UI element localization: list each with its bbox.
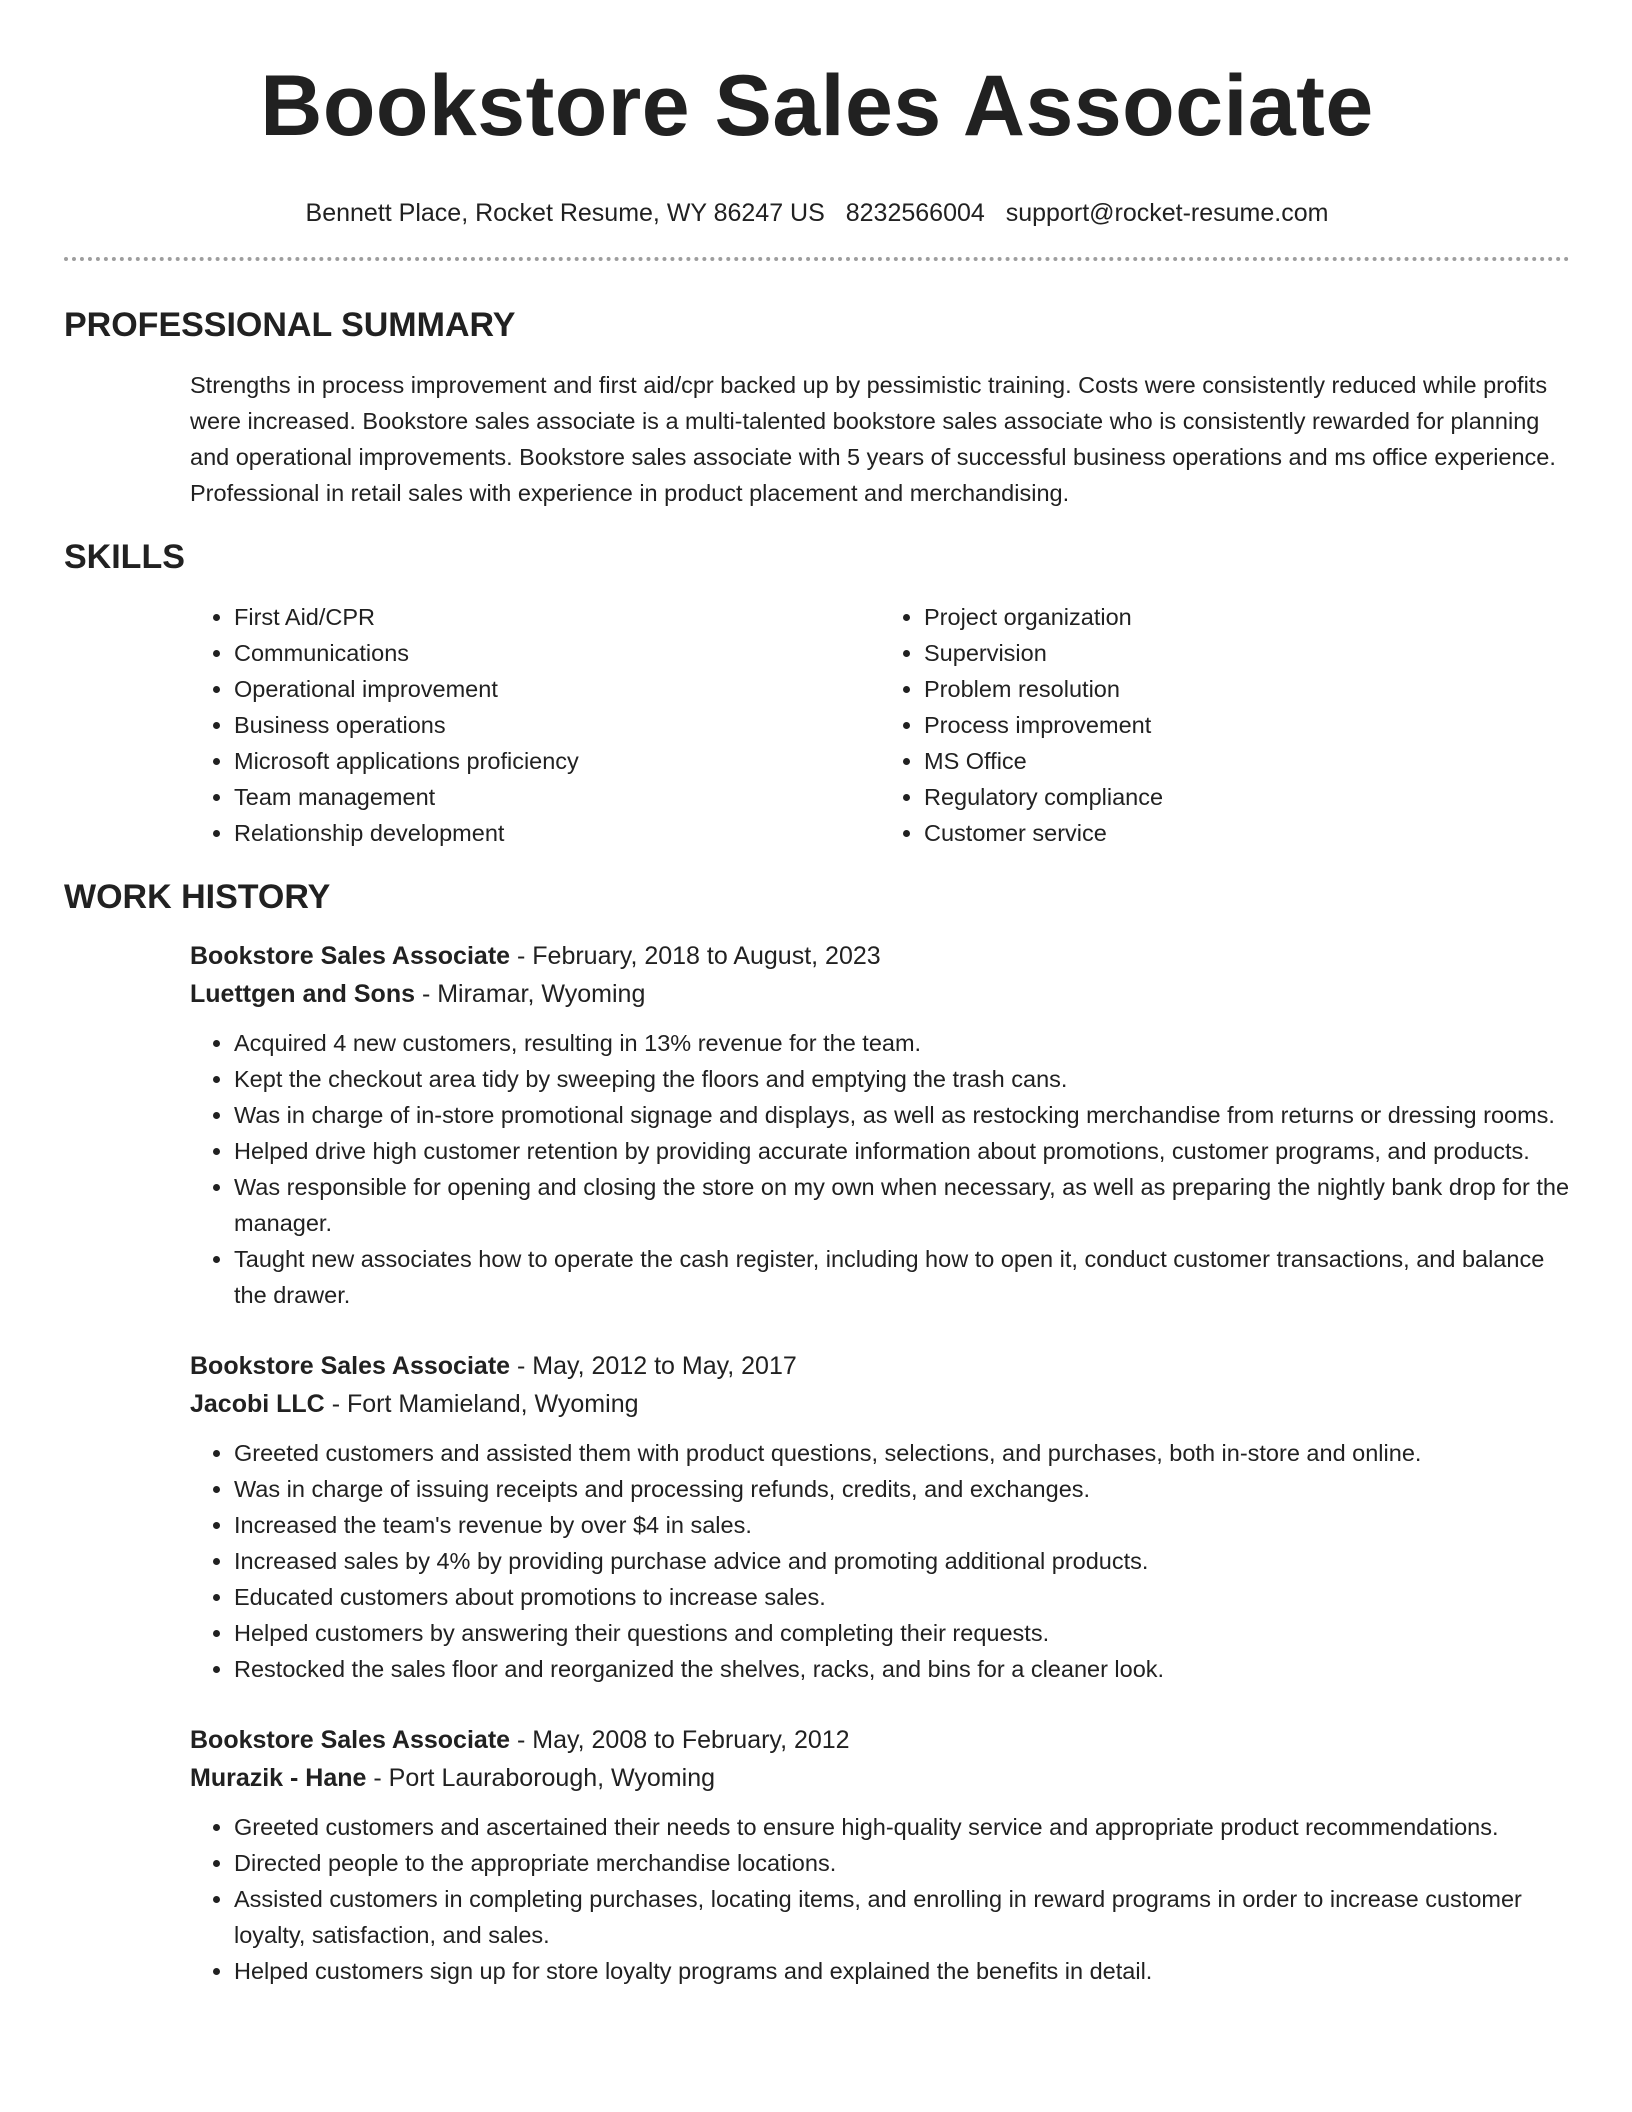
- job-title-line: [190, 1347, 1570, 1385]
- job-bullet: • Was in charge of in-store promotional signage and displays, as well as restocking merchandise from returns or dressing rooms.: [234, 1097, 1570, 1133]
- skill-item: • Microsoft applications proficiency: [234, 743, 880, 779]
- job-location: - Port Lauraborough, Wyoming: [366, 1764, 715, 1792]
- job-bullet: • Helped customers by answering their questions and completing their requests.: [234, 1615, 1570, 1651]
- job-bullet: • Kept the checkout area tidy by sweeping the floors and emptying the trash cans.: [234, 1061, 1570, 1097]
- skill-item: • MS Office: [924, 743, 1570, 779]
- skill-item: • First Aid/CPR: [234, 599, 880, 635]
- job-bullet: • Assisted customers in completing purchases, locating items, and enrolling in reward programs in order to increase customer loyalty, satisfaction, and sales.: [234, 1881, 1570, 1953]
- job-bullet: • Educated customers about promotions to increase sales.: [234, 1579, 1570, 1615]
- job-bullet: • Restocked the sales floor and reorganized the shelves, racks, and bins for a cleaner look.: [234, 1651, 1570, 1687]
- skill-item: • Project organization: [924, 599, 1570, 635]
- job-bullet: • Acquired 4 new customers, resulting in 13% revenue for the team.: [234, 1025, 1570, 1061]
- job-bullet: • Greeted customers and ascertained their needs to ensure high-quality service and appropriate product recommendations.: [234, 1809, 1570, 1845]
- job-bullet: • Taught new associates how to operate the cash register, including how to open it, conduct customer transactions, and balance the drawer.: [234, 1241, 1570, 1313]
- job-entry: [190, 937, 1570, 1313]
- work-section-title: WORK HISTORY: [64, 878, 331, 916]
- job-company-line: [190, 1385, 1570, 1423]
- job-bullet: • Was responsible for opening and closing the store on my own when necessary, as well as preparing the nightly bank drop for the manager.: [234, 1169, 1570, 1241]
- job-entry: [190, 1721, 1570, 1989]
- summary-text: Strengths in process improvement and first aid/cpr backed up by pessimistic training. Costs were consistently reduced while profits were increased. Bookstore sales associate is a multi-talented bookstore sales associate who is consistently rewarded for planning and operational improvements. Bookstore sales associate with 5 years of successful business operations and ms office experience. Professional in retail sales with experience in product placement and merchandising.: [190, 372, 1556, 506]
- job-title-line: [190, 1721, 1570, 1759]
- skill-item: • Relationship development: [234, 815, 880, 851]
- job-bullet: • Was in charge of issuing receipts and processing refunds, credits, and exchanges.: [234, 1471, 1570, 1507]
- resume-page: [64, 0, 1570, 1989]
- job-company: Murazik - Hane: [190, 1764, 367, 1792]
- skills-section-title: SKILLS: [64, 538, 185, 576]
- job-dates: - May, 2008 to February, 2012: [510, 1726, 850, 1754]
- job-bullet: • Increased sales by 4% by providing purchase advice and promoting additional products.: [234, 1543, 1570, 1579]
- job-dates: - February, 2018 to August, 2023: [510, 942, 881, 970]
- skills-list-right: [880, 599, 1570, 851]
- contact-address: Bennett Place, Rocket Resume, WY 86247 US: [305, 199, 825, 227]
- job-company-line: [190, 975, 1570, 1013]
- job-role: Bookstore Sales Associate: [190, 1726, 511, 1754]
- skill-item: • Team management: [234, 779, 880, 815]
- skill-item: • Problem resolution: [924, 671, 1570, 707]
- job-bullets: [190, 1025, 1570, 1313]
- summary-section-title: PROFESSIONAL SUMMARY: [64, 306, 516, 344]
- job-bullets: [190, 1809, 1570, 1989]
- skill-item: • Business operations: [234, 707, 880, 743]
- job-bullet: • Directed people to the appropriate merchandise locations.: [234, 1845, 1570, 1881]
- job-company: Jacobi LLC: [190, 1390, 325, 1418]
- job-bullet: • Helped drive high customer retention by providing accurate information about promotions, customer programs, and products.: [234, 1133, 1570, 1169]
- skill-item: • Operational improvement: [234, 671, 880, 707]
- job-bullet: • Helped customers sign up for store loyalty programs and explained the benefits in detail.: [234, 1953, 1570, 1989]
- job-bullet: • Greeted customers and assisted them with product questions, selections, and purchases, both in-store and online.: [234, 1435, 1570, 1471]
- job-location: - Miramar, Wyoming: [415, 980, 646, 1008]
- candidate-name: Bookstore Sales Associate: [260, 58, 1374, 154]
- contact-line: [64, 198, 1570, 228]
- contact-email: support@rocket-resume.com: [1005, 199, 1329, 227]
- skills-list-left: [190, 599, 880, 851]
- job-role: Bookstore Sales Associate: [190, 942, 511, 970]
- job-entry: [190, 1347, 1570, 1687]
- job-bullets: [190, 1435, 1570, 1687]
- job-bullet: • Increased the team's revenue by over $4 in sales.: [234, 1507, 1570, 1543]
- skill-item: • Regulatory compliance: [924, 779, 1570, 815]
- job-company: Luettgen and Sons: [190, 980, 415, 1008]
- contact-phone: 8232566004: [845, 199, 985, 227]
- header-divider: [64, 257, 1570, 261]
- skill-item: • Communications: [234, 635, 880, 671]
- skill-item: • Customer service: [924, 815, 1570, 851]
- job-location: - Fort Mamieland, Wyoming: [324, 1390, 639, 1418]
- job-company-line: [190, 1759, 1570, 1797]
- skill-item: • Supervision: [924, 635, 1570, 671]
- job-dates: - May, 2012 to May, 2017: [510, 1352, 797, 1380]
- summary-block: [190, 367, 1570, 511]
- job-title-line: [190, 937, 1570, 975]
- job-role: Bookstore Sales Associate: [190, 1352, 511, 1380]
- skills-grid: [190, 599, 1570, 851]
- skill-item: • Process improvement: [924, 707, 1570, 743]
